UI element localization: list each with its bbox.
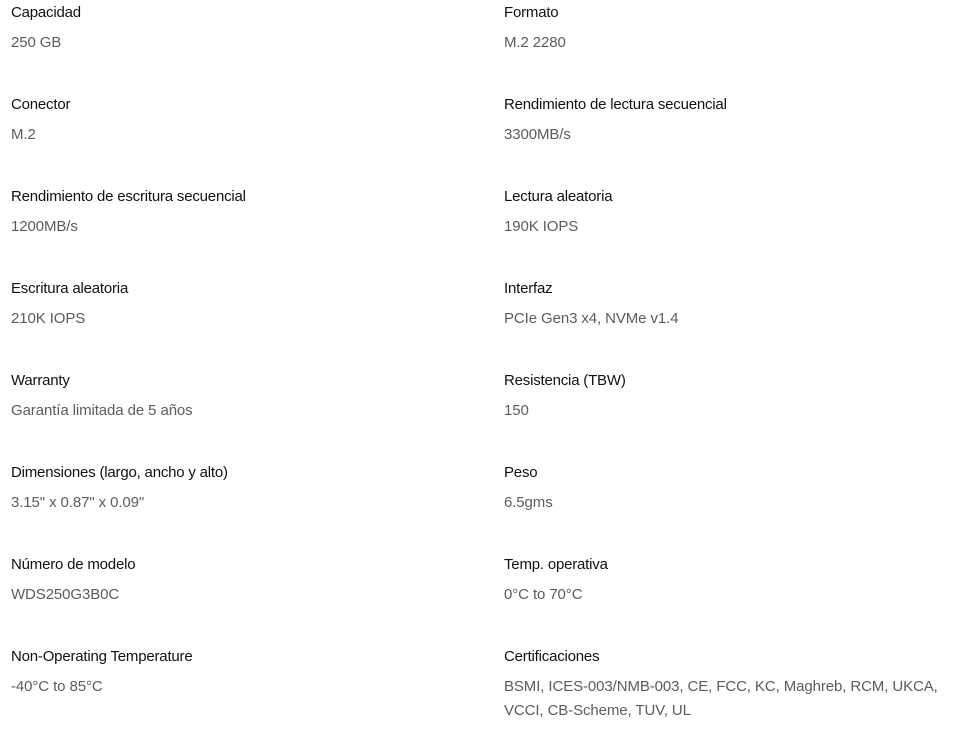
spec-model-number [11, 555, 471, 607]
spec-value: Garantía limitada de 5 años [11, 402, 193, 419]
spec-sequential-read [504, 95, 964, 147]
spec-label: Capacidad [11, 4, 81, 21]
spec-label: Rendimiento de escritura secuencial [11, 188, 246, 205]
spec-value: 6.5gms [504, 494, 553, 511]
spec-form-factor [504, 3, 964, 55]
spec-value: M.2 [11, 126, 36, 143]
spec-warranty [11, 371, 471, 423]
spec-dimensions [11, 463, 471, 515]
spec-label: Certificaciones [504, 648, 600, 665]
spec-non-operating-temp [11, 647, 471, 699]
spec-label: Non-Operating Temperature [11, 648, 193, 665]
spec-label: Temp. operativa [504, 556, 608, 573]
spec-label: Formato [504, 4, 559, 21]
spec-label: Warranty [11, 372, 70, 389]
spec-value: BSMI, ICES-003/NMB-003, CE, FCC, KC, Maghreb, RCM, UKCA, VCCI, CB-Scheme, TUV, UL [504, 678, 938, 719]
spec-random-write [11, 279, 471, 331]
spec-label: Dimensiones (largo, ancho y alto) [11, 464, 228, 481]
spec-value: M.2 2280 [504, 34, 566, 51]
spec-sequential-write [11, 187, 471, 239]
spec-certifications [504, 647, 964, 723]
spec-label: Escritura aleatoria [11, 280, 129, 297]
spec-value: 1200MB/s [11, 218, 78, 235]
spec-label: Número de modelo [11, 556, 136, 573]
spec-label: Resistencia (TBW) [504, 372, 626, 389]
spec-value: PCIe Gen3 x4, NVMe v1.4 [504, 310, 679, 327]
spec-value: 150 [504, 402, 529, 419]
spec-value: 210K IOPS [11, 310, 86, 327]
spec-value: -40°C to 85°C [11, 678, 103, 695]
spec-operating-temp [504, 555, 964, 607]
spec-value: WDS250G3B0C [11, 586, 120, 603]
spec-interface [504, 279, 964, 331]
spec-random-read [504, 187, 964, 239]
spec-label: Peso [504, 464, 538, 481]
spec-label: Lectura aleatoria [504, 188, 613, 205]
spec-value: 0°C to 70°C [504, 586, 583, 603]
spec-label: Interfaz [504, 280, 553, 297]
spec-value: 190K IOPS [504, 218, 579, 235]
spec-value: 3.15" x 0.87" x 0.09" [11, 494, 145, 511]
spec-weight [504, 463, 964, 515]
spec-capacity [11, 3, 471, 55]
spec-endurance [504, 371, 964, 423]
spec-label: Rendimiento de lectura secuencial [504, 96, 727, 113]
spec-value: 3300MB/s [504, 126, 571, 143]
spec-value: 250 GB [11, 34, 62, 51]
spec-label: Conector [11, 96, 71, 113]
spec-connector [11, 95, 471, 147]
